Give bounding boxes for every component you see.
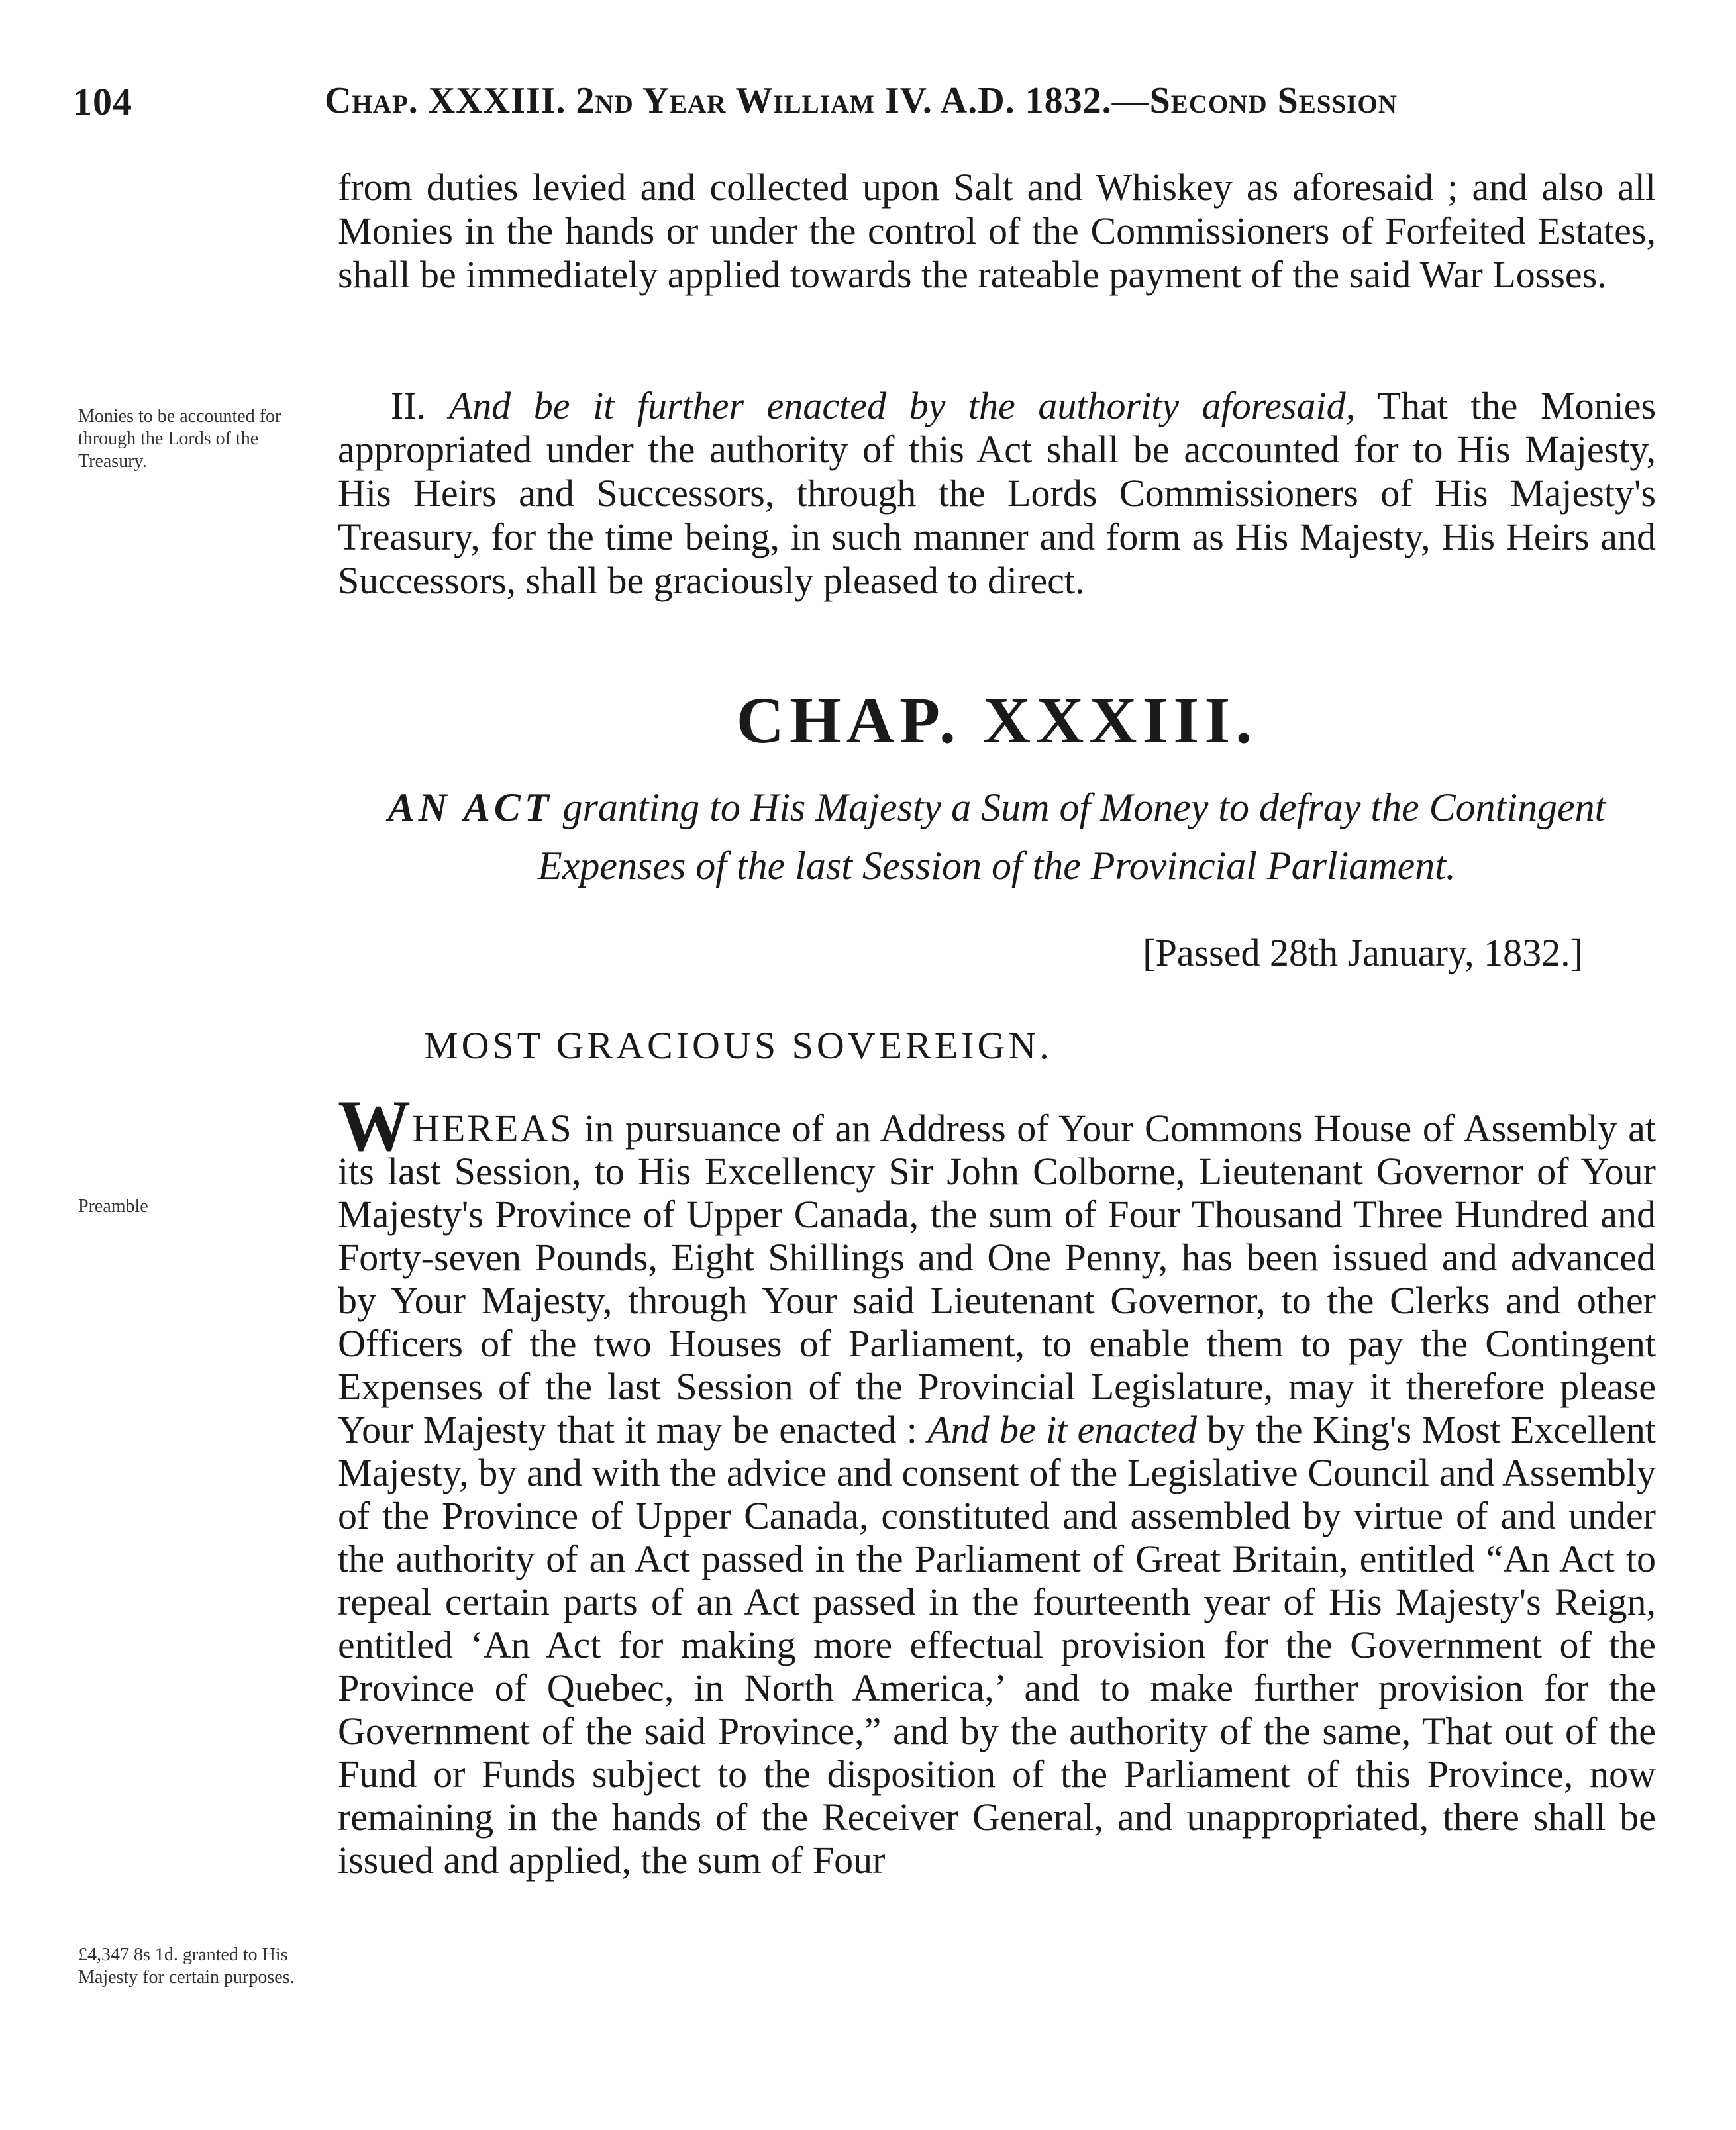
marginal-note-preamble: Preamble xyxy=(78,1196,148,1217)
preamble-text-1: in pursuance of an Address of Your Commons House of Assembly at its last Session, to His Excellency Sir John Colborne, Lieutenant Governor of Your Majesty's Province of Upper Canada, the sum of Four Thousand Three Hundred and Forty-seven Pounds, Eight Shillings and One Penny, has been issued and advanced by Your Majesty, through Your said Lieutenant Governor, to the Clerks and other Officers of the two Houses of Parliament, to enable them to pay the Contingent Expenses of the last Session of the Provincial Legislature, may it therefore please Your Majesty that it may be enacted : xyxy=(338,1107,1657,1451)
preamble xyxy=(338,1086,1657,1882)
passed-date: [Passed 28th January, 1832.] xyxy=(1143,931,1583,974)
continuation-text: from duties levied and collected upon Salt and Whiskey as aforesaid ; and also all Monies in the hands or under the control of the Commissioners of Forfeited Estates, shall be immediately applied towards the rateable payment of the said War Losses. xyxy=(338,166,1656,296)
page-number: 104 xyxy=(73,80,132,123)
section-2-lead: And be it further enacted by the authority aforesaid, xyxy=(448,384,1356,427)
act-label: AN ACT xyxy=(387,786,553,829)
section-2-number: II. xyxy=(391,384,427,427)
marginal-note-grant: £4,347 8s 1d. granted to His Majesty for certain purposes. xyxy=(78,1945,295,1988)
marginal-note-monies: Monies to be accounted for through the Lords of the Treasury. xyxy=(78,406,281,472)
act-title-text: granting to His Majesty a Sum of Money to defray the Contingent Expenses of the last Session of the Provincial Parliament. xyxy=(538,786,1606,888)
page-header xyxy=(73,79,1649,132)
chapter-title: CHAP. XXXIII. xyxy=(736,684,1258,757)
preamble-paragraph xyxy=(338,1086,1657,1882)
section-2 xyxy=(338,384,1656,603)
enacting-clause: And be it enacted xyxy=(927,1408,1198,1451)
section-continuation xyxy=(338,166,1656,297)
preamble-first-word: HEREAS xyxy=(412,1107,574,1150)
section-2-text: That the Monies appropriated under the authority of this Act shall be accounted for to His Majesty, His Heirs and Successors, through the Lords Commissioners of His Majesty's Treasury, for the time being, in such manner and form as His Majesty, His Heirs and Successors, shall be graciously pleased to direct. xyxy=(338,384,1657,602)
salutation: MOST GRACIOUS SOVEREIGN. xyxy=(424,1024,1052,1067)
drop-cap: W xyxy=(338,1086,411,1166)
section-2-paragraph xyxy=(338,384,1656,603)
running-head: Chap. XXXIII. 2nd Year William IV. A.D. 1832.—Second Session xyxy=(325,80,1398,121)
act-title xyxy=(338,778,1656,895)
preamble-text-2: by the King's Most Excellent Majesty, by and with the advice and consent of the Legislative Council and Assembly of the Province of Upper Canada, constituted and assembled by virtue of and under the authority of an Act passed in the Parliament of Great Britain, entitled “An Act to repeal certain parts of an Act passed in the fourteenth year of His Majesty's Reign, entitled ‘An Act for making more effectual provision for the Government of the Province of Quebec, in North America,’ and to make further provision for the Government of the said Province,” and by the authority of the same, That out of the Fund or Funds subject to the disposition of the Parliament of this Province, now remaining in the hands of the Receiver General, and unappropriated, there shall be issued and applied, the sum of Four xyxy=(338,1408,1657,1882)
